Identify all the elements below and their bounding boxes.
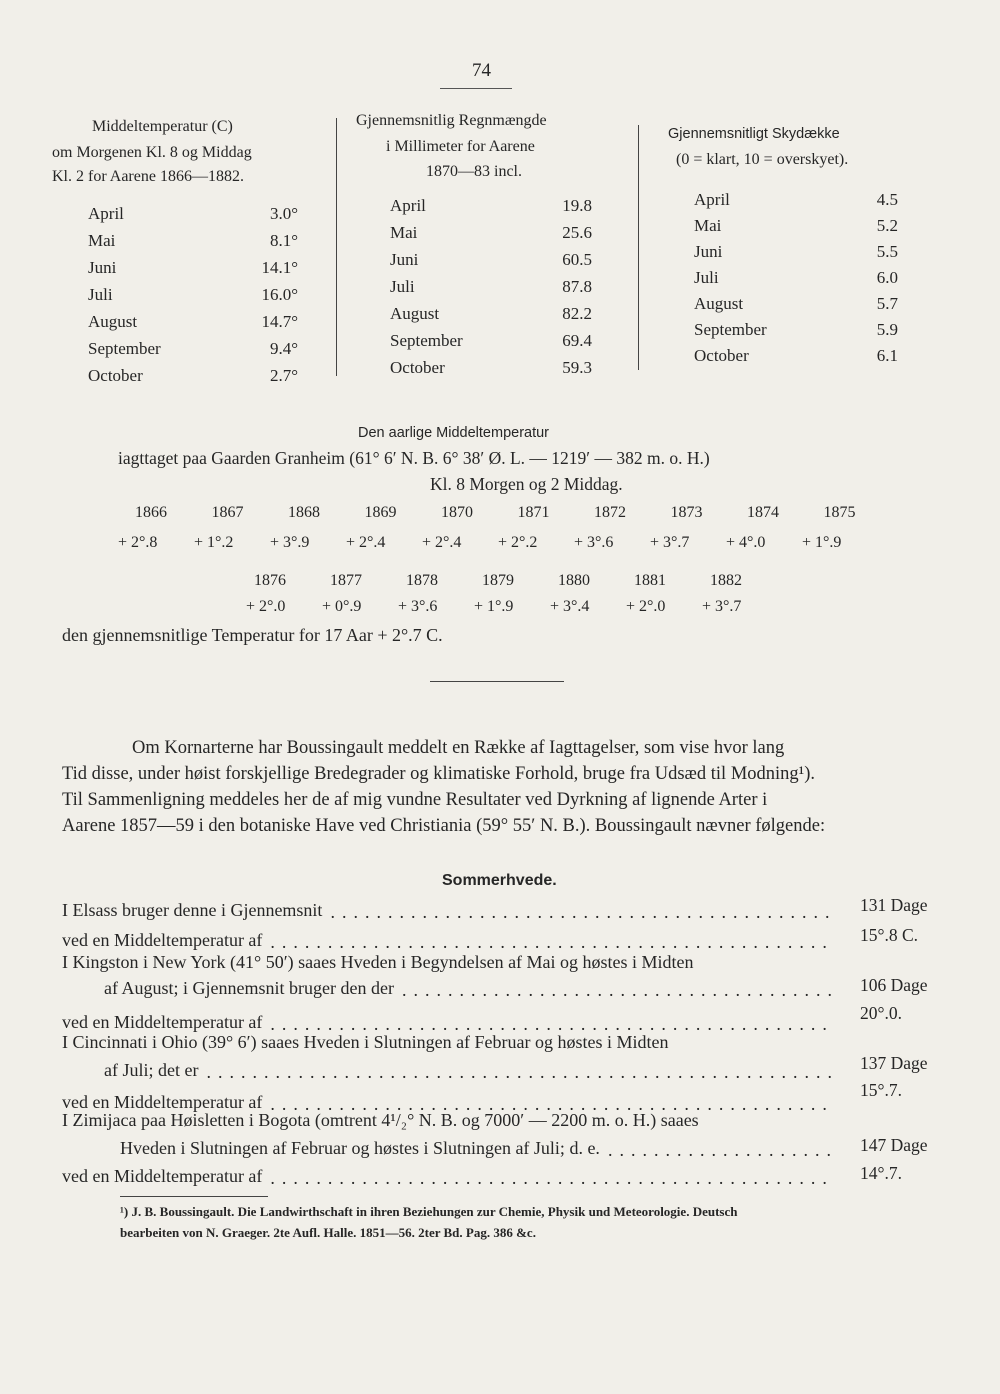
list-line-value: 14°.7.	[860, 1163, 902, 1183]
year-value: + 2°.4	[346, 534, 386, 551]
list-line-text: af August; i Gjennemsnit bruger den der	[104, 978, 394, 998]
rainfall-value: 60.5	[562, 250, 592, 269]
year-label: 1867	[211, 504, 244, 521]
temperature-month-label: September	[88, 339, 161, 358]
list-line-value: 131 Dage	[860, 895, 928, 915]
year-label: 1878	[406, 572, 438, 589]
temperature-month-label: Juni	[88, 258, 117, 277]
cloud-value: 4.5	[876, 190, 898, 209]
year-value: + 2°.0	[246, 598, 286, 615]
list-line-text: I Elsass bruger denne i Gjennemsnit	[62, 900, 323, 920]
leader-dots: .................................................	[270, 1168, 834, 1188]
year-value: + 3°.6	[398, 598, 438, 615]
cloud-month-label: Juni	[694, 242, 723, 261]
cloud-value: 6.1	[876, 346, 898, 365]
temperature-month-label: Mai	[88, 231, 116, 250]
year-value: + 3°.4	[550, 598, 590, 615]
rainfall-value: 69.4	[562, 331, 592, 350]
rainfall-value: 82.2	[562, 304, 592, 323]
year-label: 1873	[670, 504, 703, 521]
rainfall-value: 25.6	[562, 223, 592, 242]
list-line-text: I Kingston i New York (41° 50′) saaes Hveden i Begyndelsen af Mai og høstes i Midten	[62, 952, 694, 972]
list-line-value: 106 Dage	[860, 975, 928, 995]
list-line-text: ved en Middeltemperatur af	[62, 1012, 263, 1032]
cloud-value: 5.5	[876, 242, 898, 261]
year-label: 1874	[747, 504, 779, 521]
annual-time-line: Kl. 8 Morgen og 2 Middag.	[430, 474, 623, 494]
list-line-value: 147 Dage	[860, 1135, 928, 1155]
year-value: + 3°.7	[650, 534, 690, 551]
page-number: 74	[472, 60, 491, 81]
list-line-value: 15°.7.	[860, 1080, 902, 1100]
temperature-title-line-1: Middeltemperatur (C)	[92, 118, 233, 135]
column-divider-2	[638, 125, 639, 370]
year-value: + 2°.0	[626, 598, 666, 615]
rainfall-value: 87.8	[562, 277, 592, 296]
temperature-value: 14.1°	[261, 258, 298, 277]
list-line-value: 20°.0.	[860, 1003, 902, 1023]
cloud-month-label: September	[694, 320, 767, 339]
cloud-value: 5.7	[876, 294, 898, 313]
page-number-rule	[440, 88, 512, 89]
leader-dots: ............................................	[330, 902, 837, 922]
paragraph-line-2: Tid disse, under høist forskjellige Bredegrader og klimatiske Forhold, bruge fra Udsæd til Modning¹).	[62, 764, 815, 784]
year-label: 1866	[135, 504, 167, 521]
year-value: + 3°.9	[270, 534, 310, 551]
rainfall-month-label: Juni	[390, 250, 419, 269]
list-line-text: ved en Middeltemperatur af	[62, 1166, 263, 1186]
rainfall-title-line-3: 1870—83 incl.	[426, 163, 522, 180]
year-label: 1875	[823, 504, 856, 521]
footnote-rule	[120, 1196, 268, 1197]
section-heading: Sommerhvede.	[442, 872, 557, 889]
year-label: 1879	[482, 572, 514, 589]
rainfall-value: 59.3	[562, 358, 592, 377]
list-line-text: ved en Middeltemperatur af	[62, 1092, 263, 1112]
annual-location-line: iagttaget paa Gaarden Granheim (61° 6′ N. B. 6° 38′ Ø. L. — 1219′ — 382 m. o. H.)	[118, 448, 710, 468]
list-line-text: Hveden i Slutningen af Februar og høstes i Slutningen af Juli; d. e.	[120, 1138, 600, 1158]
year-label: 1871	[517, 504, 550, 521]
leader-dots: .................................................	[270, 1014, 834, 1034]
temperature-value: 2.7°	[269, 366, 298, 385]
leader-dots: ....................	[607, 1140, 838, 1160]
year-label: 1881	[634, 572, 666, 589]
list-line-value: 137 Dage	[860, 1053, 928, 1073]
cloud-month-label: April	[694, 190, 730, 209]
temperature-value: 8.1°	[269, 231, 298, 250]
year-label: 1877	[330, 572, 362, 589]
section-separator	[430, 681, 564, 682]
list-line-text: I Cincinnati i Ohio (39° 6′) saaes Hveden i Slutningen af Februar og høstes i Midten	[62, 1032, 669, 1052]
year-label: 1872	[594, 504, 626, 521]
footnote-line-2: bearbeiten von N. Graeger. 2te Aufl. Halle. 1851—56. 2ter Bd. Pag. 386 &c.	[120, 1225, 536, 1240]
cloud-value: 6.0	[876, 268, 898, 287]
rainfall-month-label: September	[390, 331, 463, 350]
rainfall-month-label: October	[390, 358, 445, 377]
cloud-value: 5.9	[876, 320, 898, 339]
temperature-month-label: April	[88, 204, 124, 223]
cloud-title-line-1: Gjennemsnitligt Skydække	[668, 126, 840, 142]
rainfall-month-label: August	[390, 304, 440, 323]
cloud-month-label: Mai	[694, 216, 722, 235]
paragraph-line-4: Aarene 1857—59 i den botaniske Have ved Christiania (59° 55′ N. B.). Boussingault nævner følgende:	[62, 816, 826, 836]
temperature-month-label: August	[88, 312, 138, 331]
list-line-text: ved en Middeltemperatur af	[62, 930, 263, 950]
year-value: + 0°.9	[322, 598, 362, 615]
temperature-value: 14.7°	[261, 312, 298, 331]
year-value: + 4°.0	[726, 534, 766, 551]
rainfall-title-line-1: Gjennemsnitlig Regnmængde	[356, 112, 547, 129]
year-value: + 2°.4	[422, 534, 462, 551]
leader-dots: ......................................	[401, 980, 839, 1000]
year-value: + 3°.6	[574, 534, 614, 551]
year-value: + 1°.9	[474, 598, 514, 615]
year-value: + 1°.2	[194, 534, 234, 551]
temperature-title-line-3: Kl. 2 for Aarene 1866—1882.	[52, 168, 244, 185]
cloud-month-label: August	[694, 294, 744, 313]
temperature-value: 9.4°	[269, 339, 298, 358]
leader-dots: .................................................	[270, 932, 834, 952]
rainfall-month-label: April	[390, 196, 426, 215]
temperature-value: 3.0°	[269, 204, 298, 223]
rainfall-value: 19.8	[562, 196, 592, 215]
year-value: + 2°.2	[498, 534, 538, 551]
year-value: + 3°.7	[702, 598, 742, 615]
annual-title: Den aarlige Middeltemperatur	[358, 425, 550, 441]
year-value: + 2°.8	[118, 534, 158, 551]
annual-mean-line: den gjennemsnitlige Temperatur for 17 Aar + 2°.7 C.	[62, 625, 443, 645]
temperature-month-label: October	[88, 366, 143, 385]
cloud-value: 5.2	[876, 216, 898, 235]
temperature-title-line-2: om Morgenen Kl. 8 og Middag	[52, 144, 252, 161]
rainfall-month-label: Mai	[390, 223, 418, 242]
leader-dots: .......................................................	[206, 1062, 839, 1082]
cloud-title-line-2: (0 = klart, 10 = overskyet).	[676, 151, 849, 168]
rainfall-month-label: Juli	[390, 277, 415, 296]
temperature-value: 16.0°	[261, 285, 298, 304]
paragraph-line-1: Om Kornarterne har Boussingault meddelt en Række af Iagttagelser, som vise hvor lang	[132, 738, 785, 758]
list-line-value: 15°.8 C.	[860, 925, 919, 945]
footnote-line-1: ¹) J. B. Boussingault. Die Landwirthschaft in ihren Beziehungen zur Chemie, Physik und Meteorologie. Deutsch	[120, 1204, 738, 1219]
leader-dots: .................................................	[270, 1094, 834, 1114]
year-label: 1882	[710, 572, 742, 589]
year-label: 1869	[364, 504, 397, 521]
year-label: 1880	[558, 572, 590, 589]
list-line-text: I Zimijaca paa Høisletten i Bogota (omtrent 4¹/₂° N. B. og 7000′ — 2200 m. o. H.) saaes	[62, 1110, 699, 1130]
cloud-month-label: October	[694, 346, 749, 365]
year-label: 1876	[254, 572, 286, 589]
list-line-text: af Juli; det er	[104, 1060, 199, 1080]
temperature-month-label: Juli	[88, 285, 113, 304]
rainfall-title-line-2: i Millimeter for Aarene	[386, 138, 535, 155]
year-label: 1870	[441, 504, 473, 521]
year-label: 1868	[288, 504, 320, 521]
paragraph-line-3: Til Sammenligning meddeles her de af mig vundne Resultater ved Dyrkning af lignende Arter i	[62, 790, 768, 810]
cloud-month-label: Juli	[694, 268, 719, 287]
year-value: + 1°.9	[802, 534, 842, 551]
column-divider-1	[336, 118, 337, 376]
